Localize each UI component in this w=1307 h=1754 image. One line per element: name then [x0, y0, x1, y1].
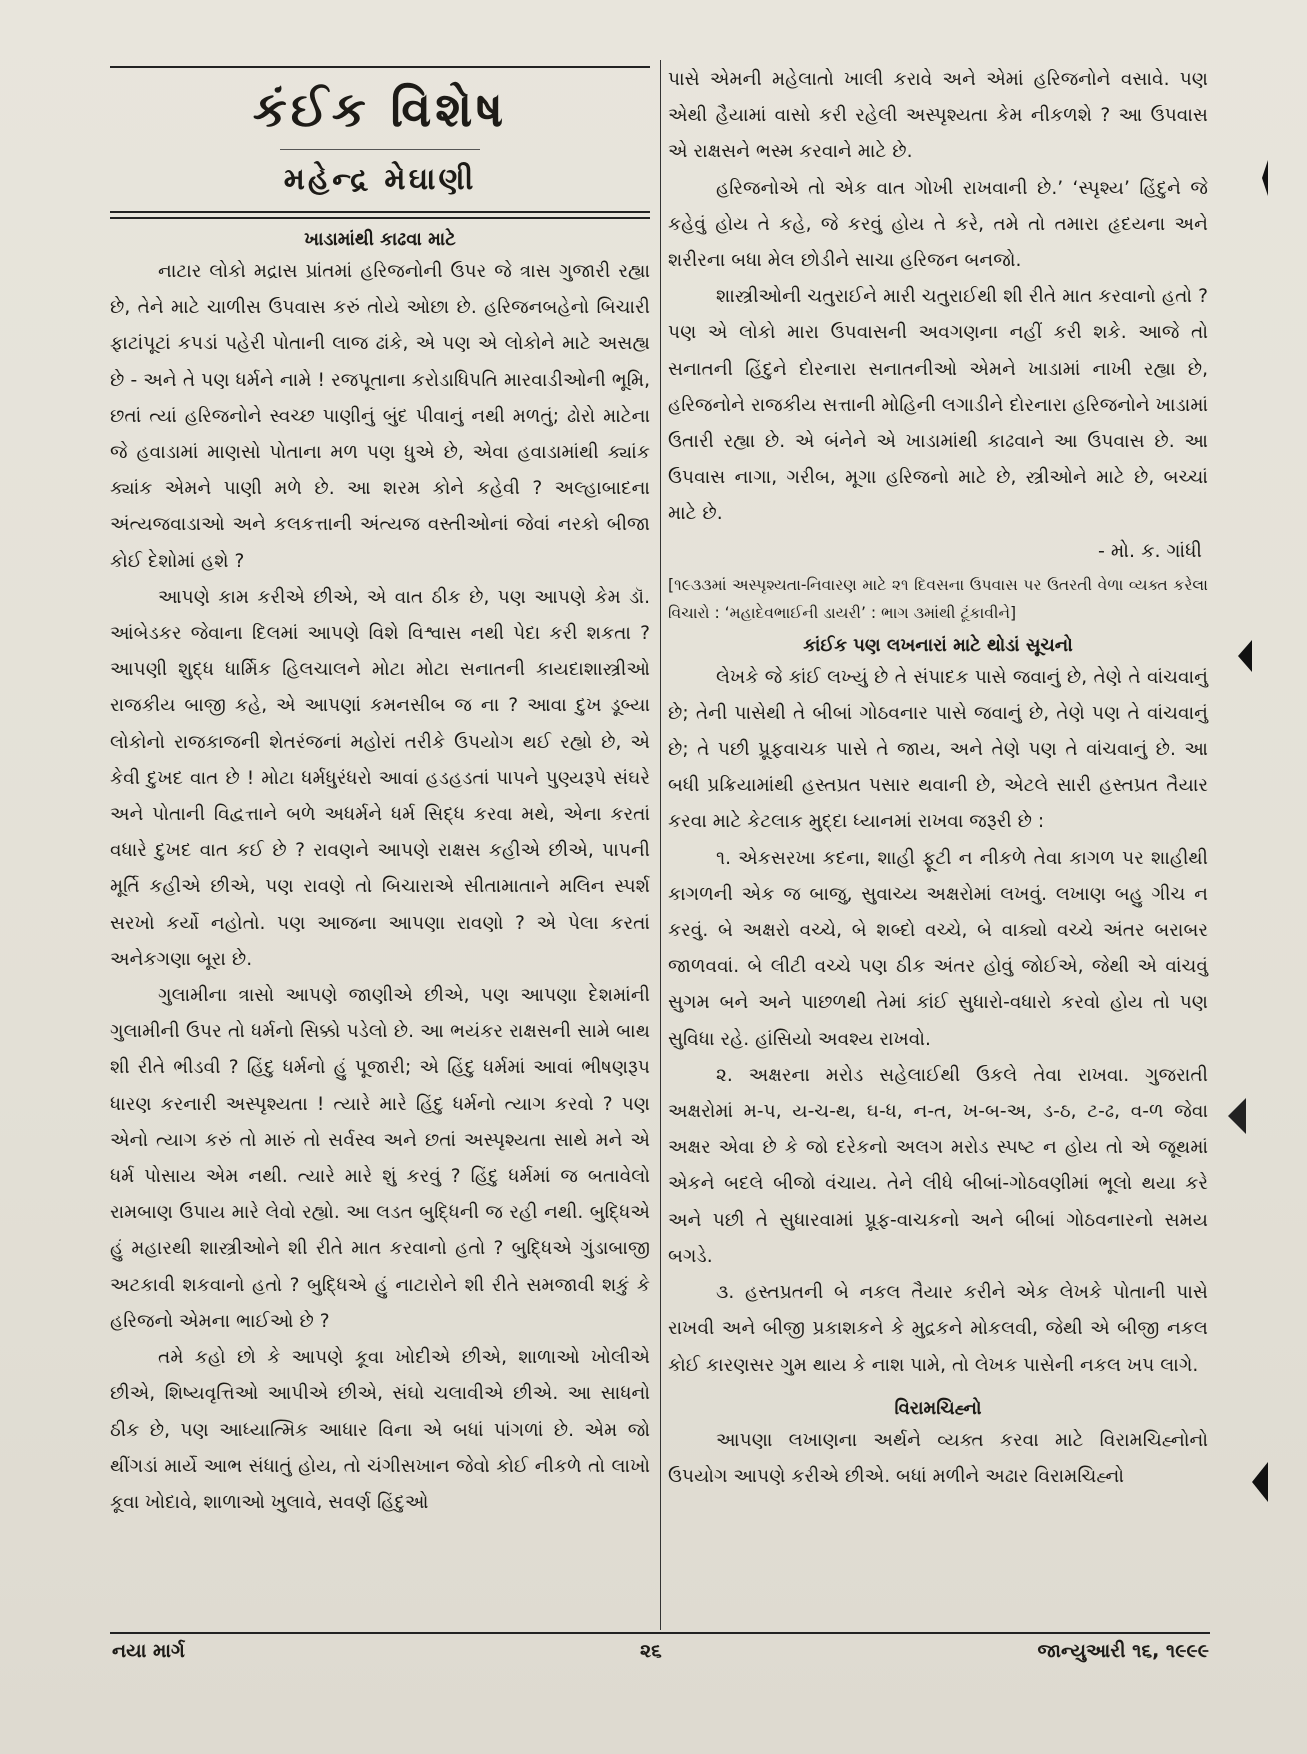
punch-hole-mark [1228, 1098, 1246, 1134]
article-title: કંઈક વિશેષ [252, 82, 508, 138]
section-heading-punctuation: વિરામચિહ્નો [894, 1397, 982, 1419]
footer-rule [110, 1632, 1210, 1634]
tips-intro-paragraph: લેખકે જે કાંઈ લખ્યું છે તે સંપાદક પાસે જવાનું છે, તેણે તે વાંચવાનું છે; તેની પાસેથી તે બીબાં ગોઠવનાર પાસે જવાનું છે, તેણે પણ તે વાંચવાનું છે; તે પછી પ્રૂફવાચક પાસે તે જાય, અને તેણે પણ તે વાંચવાનું છે. આ બધી પ્રક્રિયામાંથી હસ્તપ્રત પસાર થવાની છે, એટલે સારી હસ્તપ્રત તૈયાર કરવા માટે કેટલાક મુદ્દા ધ્યાનમાં રાખવા જરૂરી છે : [668, 666, 1208, 833]
gandhi-signature: - મો. ક. ગાંધી [1098, 539, 1202, 562]
heading-double-rule [110, 211, 650, 219]
left-paragraph-2: આપણે કામ કરીએ છીએ, એ વાત ઠીક છે, પણ આપણે કેમ ડૉ. આંબેડકર જેવાના દિલમાં આપણે વિશે વિશ્વાસ નથી પેદા કરી શકતા ? આપણી શુદ્ધ ધાર્મિક હિલચાલને મોટા મોટા સનાતની કાયદાશાસ્ત્રીઓ રાજકીય બાજી કહે, એ આપણાં કમનસીબ જ ના ? આવા દુખ ડૂબ્યા લોકોનો રાજકાજની શેતરંજનાં મહોરાં તરીકે ઉપયોગ થઈ રહ્યો છે, એ કેવી દુખદ વાત છે ! મોટા ધર્મધુરંધરો આવાં હડહડતાં પાપને પુણ્યરૂપે સંઘરે અને પોતાની વિદ્વત્તાને બળે અધર્મને ધર્મ સિદ્ધ કરવા મથે, એના કરતાં વધારે દુખદ વાત કઈ છે ? રાવણને આપણે રાક્ષસ કહીએ છીએ, પાપની મૂર્તિ કહીએ છીએ, પણ રાવણે તો બિચારાએ સીતામાતાને મલિન સ્પર્શ સરખો કર્યો નહોતો. પણ આજના આપણા રાવણો ? એ પેલા કરતાં અનેકગણા બૂરા છે. [110, 586, 650, 970]
punch-hole-mark [1252, 1462, 1268, 1502]
right-continued-paragraph-2: હરિજનોએ તો એક વાત ગોખી રાખવાની છે.’ ‘સ્પૃશ્ય’ હિંદુને જે કહેવું હોય તે કહે, જે કરવું હોય તે કરે, તમે તો તમારા હૃદયના અને શરીરના બધા મેલ છોડીને સાચા હરિજન બનજો. [668, 177, 1208, 272]
title-underline [280, 149, 480, 150]
section-heading-tips: કાંઈક પણ લખનારાં માટે થોડાં સૂચનો [803, 634, 1073, 656]
author-name: મહેન્દ્ર મેઘાણી [283, 162, 477, 197]
source-note: [૧૯૩૩માં અસ્પૃશ્યતા-નિવારણ માટે ૨૧ દિવસના ઉપવાસ પર ઉતરતી વેળા વ્યક્ત કરેલા વિચારો : ‘મહાદેવભાઈની ડાયરી’ : ભાગ ૩માંથી ટૂંકાવીને] [668, 575, 1208, 622]
tip-3-paragraph: ૩. હસ્તપ્રતની બે નકલ તૈયાર કરીને એક લેખકે પોતાની પાસે રાખવી અને બીજી પ્રકાશકને કે મુદ્રકને મોકલવી, જેથી એ બીજી નકલ કોઈ કારણસર ગુમ થાય કે નાશ પામે, તો લેખક પાસેની નકલ ખપ લાગે. [668, 1282, 1208, 1376]
right-column [668, 62, 1208, 1495]
left-paragraph-1: નાટાર લોકો મદ્રાસ પ્રાંતમાં હરિજનોની ઉપર જે ત્રાસ ગુજારી રહ્યા છે, તેને માટે ચાળીસ ઉપવાસ કરું તોયે ઓછા છે. હરિજનબહેનો બિચારી ફાટાંપૂટાં કપડાં પહેરી પોતાની લાજ ઢાંકે, એ પણ એ લોકોને માટે અસહ્ય છે - અને તે પણ ધર્મને નામે ! રજપૂતાના કરોડાધિપતિ મારવાડીઓની ભૂમિ, છતાં ત્યાં હરિજનોને સ્વચ્છ પાણીનું બુંદ પીવાનું નથી મળતું; ઢોરો માટેના જે હવાડામાં માણસો પોતાના મળ પણ ધુએ છે, એવા હવાડામાંથી ક્યાંક ક્યાંક એમને પાણી મળે છે. આ શરમ કોને કહેવી ? અલ્હાબાદના અંત્યજવાડાઓ અને કલકત્તાની અંત્યજ વસ્તીઓનાં જેવાં નરકો બીજા કોઈ દેશોમાં હશે ? [110, 261, 650, 572]
footer-page-number: ૨૬ [640, 1640, 662, 1662]
tip-1-paragraph: ૧. એકસરખા કદના, શાહી ફૂટી ન નીકળે તેવા કાગળ પર શાહીથી કાગળની એક જ બાજુ, સુવાચ્ય અક્ષરોમાં લખવું. લખાણ બહુ ગીચ ન કરવું. બે અક્ષરો વચ્ચે, બે શબ્દો વચ્ચે, બે વાક્યો વચ્ચે અંતર બરાબર જાળવવાં. બે લીટી વચ્ચે પણ ઠીક અંતર હોવું જોઈએ, જેથી એ વાંચવું સુગમ બને અને પાછળથી તેમાં કાંઈ સુધારો-વધારો કરવો હોય તો પણ સુવિધા રહે. હાંસિયો અવશ્ય રાખવો. [668, 847, 1208, 1050]
footer-date: જાન્યુઆરી ૧૬, ૧૯૯૯ [1037, 1640, 1209, 1662]
tip-2-paragraph: ૨. અક્ષરના મરોડ સહેલાઈથી ઉકલે તેવા રાખવા. ગુજરાતી અક્ષરોમાં મ-પ, ય-ચ-થ, ઘ-ધ, ન-ત, ખ-બ-અ, ડ-ઠ, ટ-ઢ, વ-ળ જેવા અક્ષર એવા છે કે જો દરેકનો અલગ મરોડ સ્પષ્ટ ન હોય તો એ જૂથમાં એકને બદલે બીજો વંચાય. તેને લીધે બીબાં-ગોઠવણીમાં ભૂલો થયા કરે અને પછી તે સુધારવામાં પ્રૂફ-વાચકનો અને બીબાં ગોઠવનારનો સમય બગડે. [668, 1064, 1208, 1267]
punctuation-paragraph: આપણા લખાણના અર્થને વ્યક્ત કરવા માટે વિરામચિહ્નોનો ઉપયોગ આપણે કરીએ છીએ. બધાં મળીને અઢાર વિરામચિહ્નો [668, 1429, 1208, 1487]
left-paragraph-4: તમે કહો છો કે આપણે કૂવા ખોદીએ છીએ, શાળાઓ ખોલીએ છીએ, શિષ્યવૃત્તિઓ આપીએ છીએ, સંઘો ચલાવીએ છીએ. આ સાધનો ઠીક છે, પણ આધ્યાત્મિક આધાર વિના એ બધાં પાંગળાં છે. એમ જો થીંગડાં માર્યે આભ સંધાતું હોય, તો ચંગીસખાન જેવો કોઈ નીકળે તો લાખો કૂવા ખોદાવે, શાળાઓ ખુલાવે, સવર્ણ હિંદુઓ [110, 1347, 650, 1513]
left-column [110, 60, 650, 1521]
section-heading-left: ખાડામાંથી કાઢવા માટે [304, 229, 456, 250]
punch-hole-mark [1262, 160, 1268, 196]
right-continued-paragraph-1: પાસે એમની મહેલાતો ખાલી કરાવે અને એમાં હરિજનોને વસાવે. પણ એથી હૈયામાં વાસો કરી રહેલી અસ્પૃશ્યતા કેમ નીકળશે ? આ ઉપવાસ એ રાક્ષસને ભસ્મ કરવાને માટે છે. [668, 69, 1208, 163]
right-continued-paragraph-3: શાસ્ત્રીઓની ચતુરાઈને મારી ચતુરાઈથી શી રીતે માત કરવાનો હતો ? પણ એ લોકો મારા ઉપવાસની અવગણના નહીં કરી શકે. આજે તો સનાતની હિંદુને દોરનારા સનાતનીઓ એમને ખાડામાં નાખી રહ્યા છે, હરિજનોને રાજકીય સત્તાની મોહિની લગાડીને દોરનારા હરિજનોને ખાડામાં ઉતારી રહ્યા છે. એ બંનેને એ ખાડામાંથી કાઢવાને આ ઉપવાસ છે. આ ઉપવાસ નાગા, ગરીબ, મૂગા હરિજનો માટે છે, સ્ત્રીઓને માટે છે, બચ્ચાં માટે છે. [668, 286, 1208, 525]
left-paragraph-3: ગુલામીના ત્રાસો આપણે જાણીએ છીએ, પણ આપણા દેશમાંની ગુલામીની ઉપર તો ધર્મનો સિક્કો પડેલો છે. આ ભયંકર રાક્ષસની સામે બાથ શી રીતે ભીડવી ? હિંદુ ધર્મનો હું પૂજારી; એ હિંદુ ધર્મમાં આવાં ભીષણરૂપ ધારણ કરનારી અસ્પૃશ્યતા ! ત્યારે મારે હિંદુ ધર્મનો ત્યાગ કરવો ? પણ એનો ત્યાગ કરું તો મારું તો સર્વસ્વ અને છતાં અસ્પૃશ્યતા સાથે મને એ ધર્મ પોસાય એમ નથી. ત્યારે મારે શું કરવું ? હિંદુ ધર્મમાં જ બતાવેલો રામબાણ ઉપાય મારે લેવો રહ્યો. આ લડત બુદ્ધિની જ રહી નથી. બુદ્ધિએ હું મહારથી શાસ્ત્રીઓને શી રીતે માત કરવાનો હતો ? બુદ્ધિએ ગુંડાબાજી અટકાવી શકવાનો હતો ? બુદ્ધિએ હું નાટારોને શી રીતે સમજાવી શકું કે હરિજનો એમના ભાઈઓ છે ? [110, 985, 650, 1332]
footer-publication: નયા માર્ગ [112, 1640, 185, 1662]
punch-hole-mark [1238, 640, 1252, 672]
column-divider [660, 60, 661, 1630]
